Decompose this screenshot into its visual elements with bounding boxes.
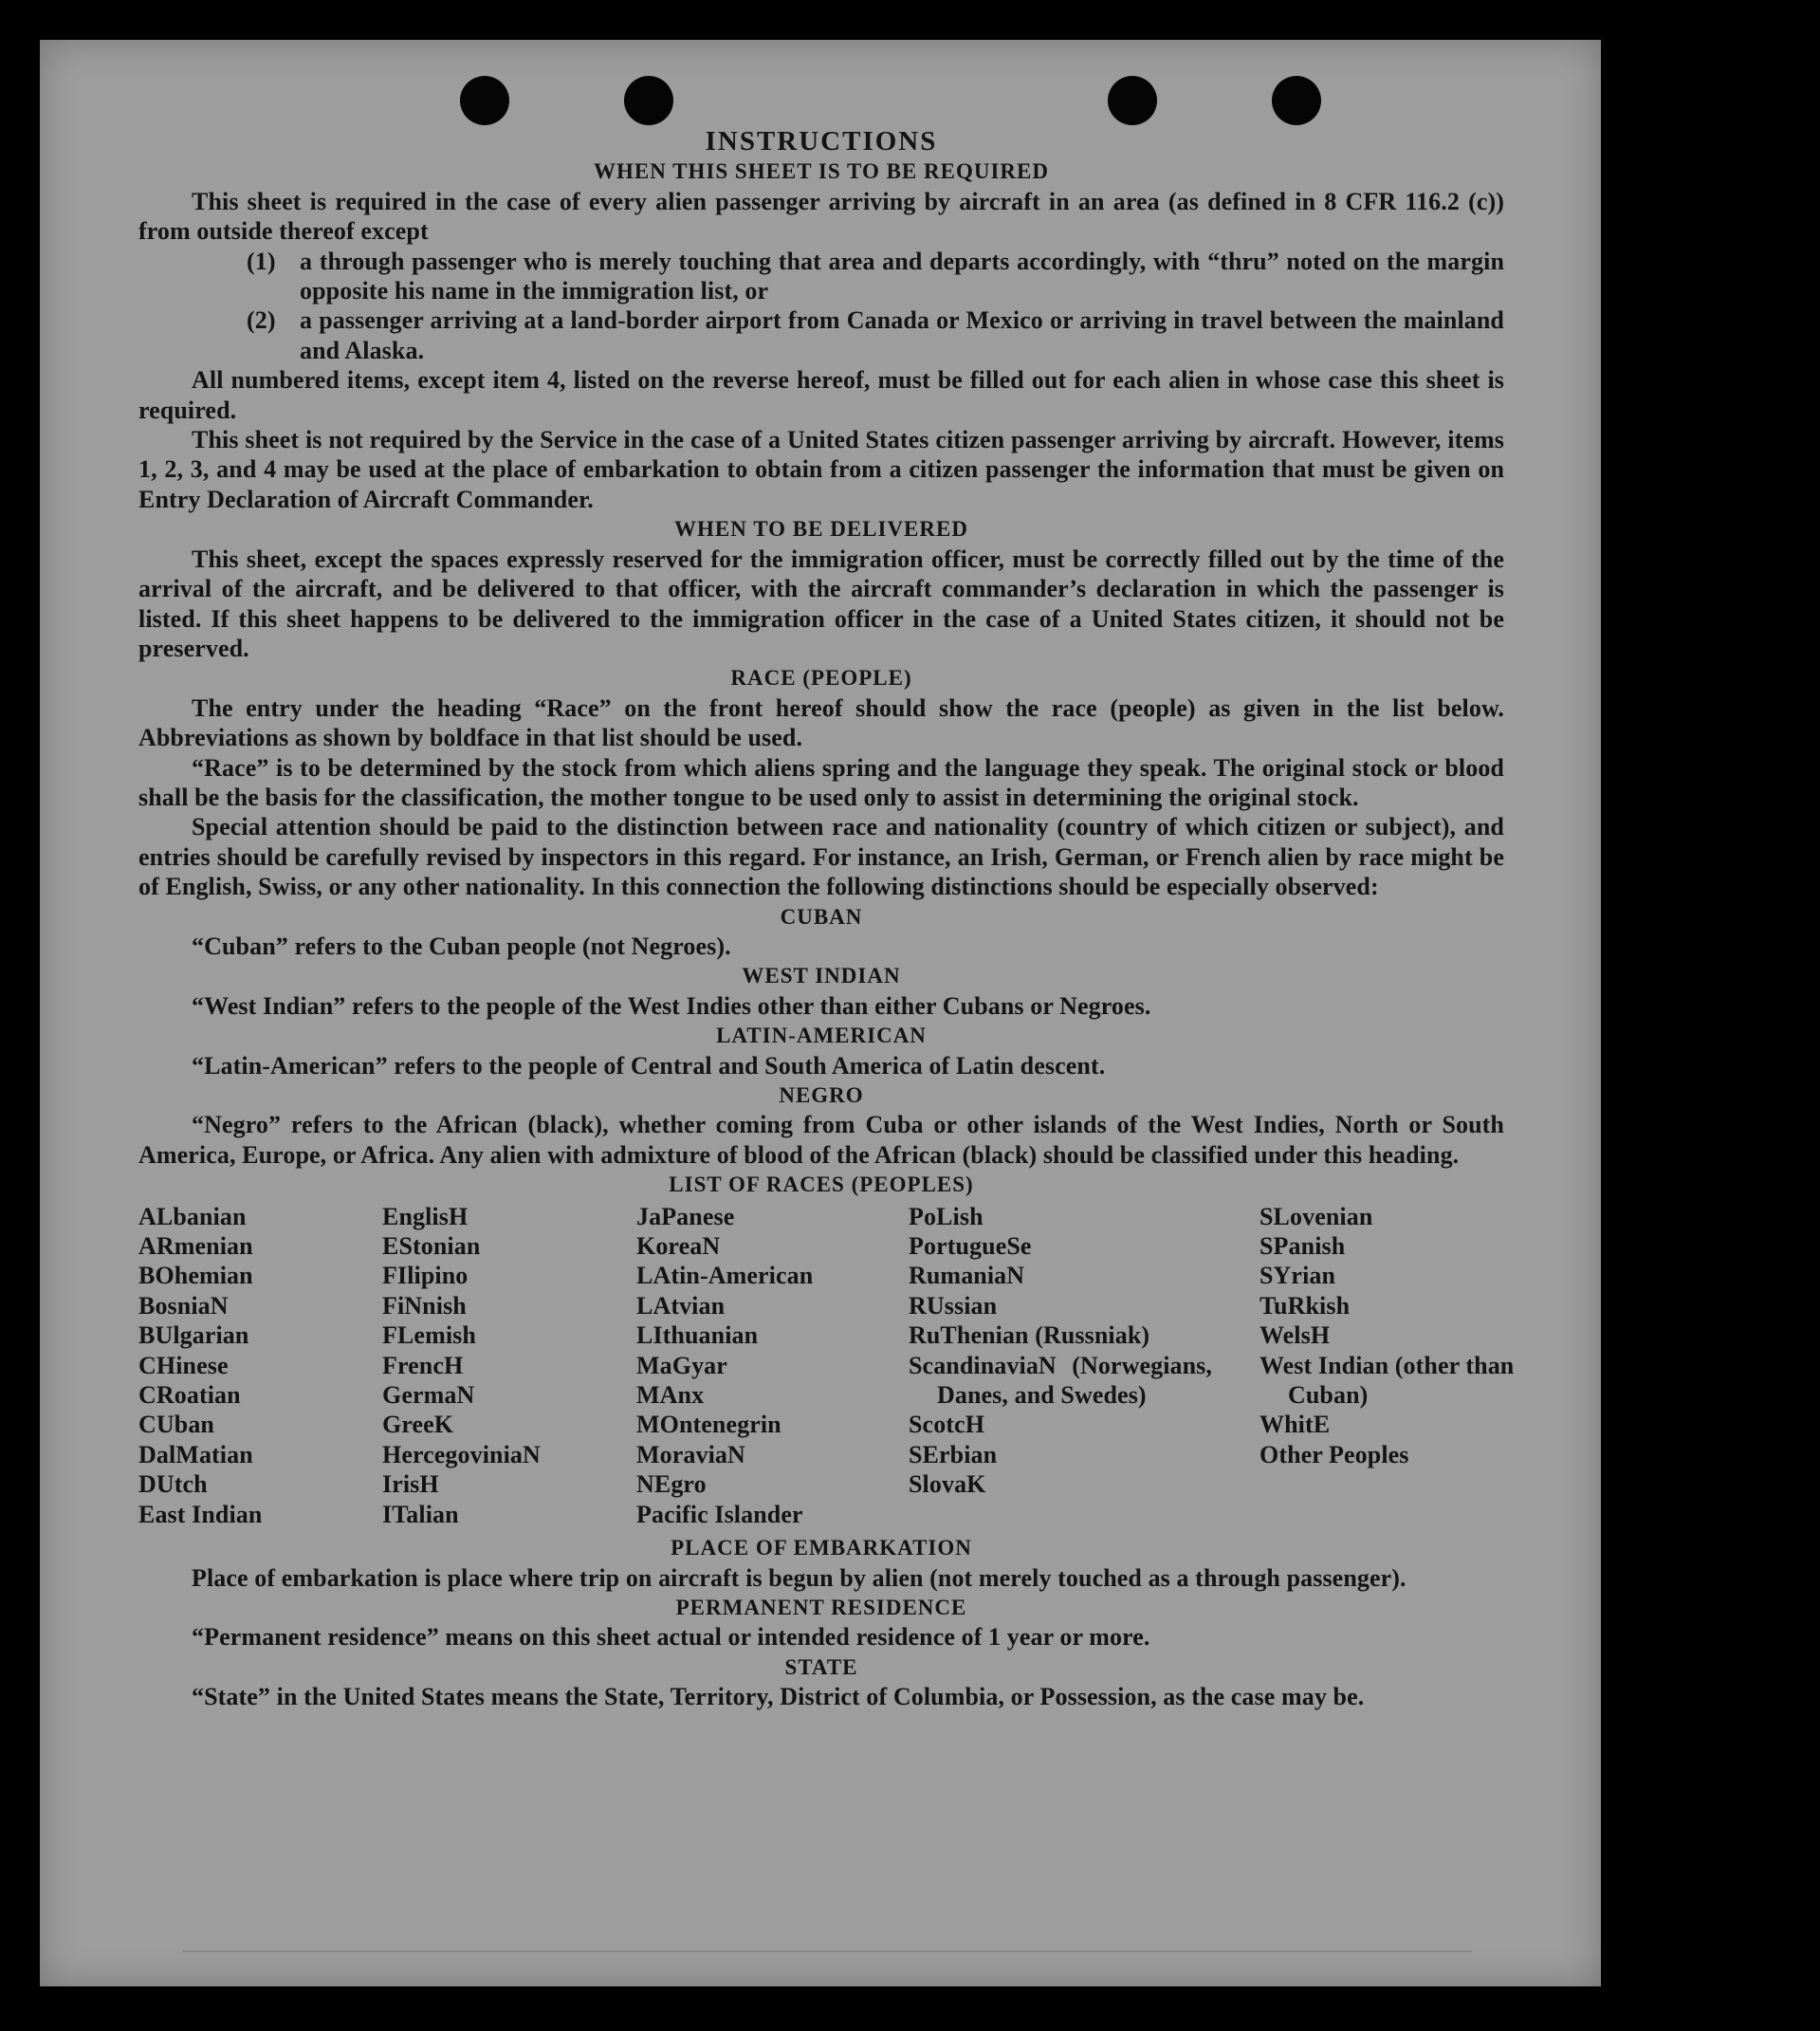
section-heading: PERMANENT RESIDENCE xyxy=(675,1595,967,1619)
race-entry: FLemish xyxy=(382,1321,476,1350)
race-entry: ITalian xyxy=(382,1500,459,1528)
paragraph: “Permanent residence” means on this sheet actual or intended residence of 1 year or more. xyxy=(192,1623,1150,1652)
race-entry: EStonian xyxy=(382,1232,481,1261)
race-column xyxy=(909,1202,1259,1529)
document-body xyxy=(138,126,1515,1712)
race-entry: SlovaK xyxy=(909,1470,986,1499)
list-item xyxy=(138,247,1504,306)
section-heading: STATE xyxy=(784,1654,858,1679)
race-entry: WhitE xyxy=(1259,1411,1331,1439)
paragraph: The entry under the heading “Race” on the front hereof should show the race (people) as given in the list below. Abbreviations as shown by boldface in that list should be used. xyxy=(138,693,1504,752)
section-heading: CUBAN xyxy=(780,904,863,929)
race-entry: FIlipino xyxy=(382,1262,469,1290)
race-entry: IrisH xyxy=(382,1470,439,1499)
document-title: INSTRUCTIONS xyxy=(705,126,938,157)
race-entry: BosniaN xyxy=(138,1291,229,1320)
race-entry: RUssian xyxy=(909,1291,998,1320)
race-entry: RuThenian (Russniak) xyxy=(909,1321,1150,1350)
race-entry: WelsH xyxy=(1259,1321,1331,1350)
race-entry: SErbian xyxy=(909,1440,998,1468)
race-entry: ARmenian xyxy=(138,1232,253,1261)
paragraph: “Race” is to be determined by the stock from which aliens spring and the language they speak. The original stock or blood shall be the basis for the classification, the mother tongue to be used only to assist in determining the original stock. xyxy=(138,753,1504,811)
paragraph: “Negro” refers to the African (black), whether coming from Cuba or other islands of the West Indies, North or South America, Europe, or Africa. Any alien with admixture of blood of the African (black) should be classified under this heading. xyxy=(138,1111,1504,1169)
paragraph: Special attention should be paid to the distinction between race and nationality (country of which citizen or subject), and entries should be carefully revised by inspectors in this regard. For instance, an Irish, German, or French alien by race might be of English, Swiss, or any other nationality. In this connection the following distinctions should be especially observed: xyxy=(138,813,1504,901)
race-entry: Other Peoples xyxy=(1259,1440,1409,1468)
race-entry: BUlgarian xyxy=(138,1321,249,1350)
race-entry: RumaniaN xyxy=(909,1262,1025,1290)
paragraph: Place of embarkation is place where trip on aircraft is begun by alien (not merely touched as a through passenger). xyxy=(192,1563,1406,1592)
punch-hole xyxy=(1108,76,1157,125)
section-heading: WHEN THIS SHEET IS TO BE REQUIRED xyxy=(594,159,1049,184)
race-entry: HercegoviniaN xyxy=(382,1440,541,1468)
race-entry: Pacific Islander xyxy=(636,1500,803,1528)
race-column xyxy=(1259,1202,1515,1529)
race-entry: JaPanese xyxy=(636,1202,735,1230)
race-entry: DUtch xyxy=(138,1470,208,1499)
race-entry: DalMatian xyxy=(138,1440,253,1468)
race-entry: SPanish xyxy=(1259,1232,1346,1261)
paragraph: “State” in the United States means the State, Territory, District of Columbia, or Possession, as the case may be. xyxy=(192,1683,1365,1711)
race-entry: LAtvian xyxy=(636,1291,726,1320)
paragraph: This sheet is required in the case of every alien passenger arriving by aircraft in an area (as defined in 8 CFR 116.2 (c)) from outside thereof except xyxy=(138,187,1504,246)
race-entry: MOntenegrin xyxy=(636,1411,781,1439)
item-number: (1) xyxy=(247,247,276,275)
paragraph: “West Indian” refers to the people of the West Indies other than either Cubans or Negroes. xyxy=(192,991,1151,1020)
race-column xyxy=(636,1202,909,1529)
race-entry: MoraviaN xyxy=(636,1440,745,1468)
race-entry: BOhemian xyxy=(138,1262,253,1290)
race-entry: CHinese xyxy=(138,1351,229,1379)
paragraph: “Cuban” refers to the Cuban people (not Negroes). xyxy=(192,932,731,960)
item-text: a through passenger who is merely touching that area and departs accordingly, with “thru” noted on the margin opposite his name in the immigration list, or xyxy=(300,247,1504,305)
race-entry: TuRkish xyxy=(1259,1291,1351,1320)
list-item xyxy=(138,305,1504,365)
race-entry: ScandinaviaN (Norwegians, Danes, and Swedes) xyxy=(909,1351,1212,1410)
document-sheet xyxy=(40,40,1601,1986)
paragraph: This sheet is not required by the Service in the case of a United States citizen passenger arriving by aircraft. However, items 1, 2, 3, and 4 may be used at the place of embarkation to obtain from a citizen passenger the information that must be given on Entry Declaration of Aircraft Commander. xyxy=(138,426,1504,513)
race-list xyxy=(138,1202,1515,1529)
race-entry: LAtin-American xyxy=(636,1262,814,1290)
item-text: a passenger arriving at a land-border airport from Canada or Mexico or arriving in travel between the mainland and Alaska. xyxy=(300,306,1504,364)
section-heading: LIST OF RACES (PEOPLES) xyxy=(669,1172,974,1197)
punch-hole xyxy=(460,76,509,125)
race-entry: CRoatian xyxy=(138,1381,241,1410)
race-column xyxy=(138,1202,382,1529)
paragraph: All numbered items, except item 4, listed on the reverse hereof, must be filled out for each alien in whose case this sheet is required. xyxy=(138,366,1504,424)
punch-hole xyxy=(624,76,673,125)
race-column xyxy=(382,1202,636,1529)
paragraph: “Latin-American” refers to the people of Central and South America of Latin descent. xyxy=(192,1051,1106,1080)
section-heading: WEST INDIAN xyxy=(742,964,901,988)
race-entry: SLovenian xyxy=(1259,1202,1373,1230)
race-entry: KoreaN xyxy=(636,1232,721,1261)
race-entry: East Indian xyxy=(138,1500,263,1528)
race-entry: EnglisH xyxy=(382,1202,469,1230)
race-entry: FiNnish xyxy=(382,1291,467,1320)
race-entry: GreeK xyxy=(382,1411,454,1439)
punch-hole xyxy=(1272,76,1321,125)
race-entry: FrencH xyxy=(382,1351,464,1379)
section-heading: WHEN TO BE DELIVERED xyxy=(674,517,968,542)
race-entry: MAnx xyxy=(636,1381,705,1410)
race-entry: GermaN xyxy=(382,1381,475,1410)
section-heading: LATIN-AMERICAN xyxy=(716,1024,927,1048)
item-number: (2) xyxy=(247,306,276,335)
race-entry: ScotcH xyxy=(909,1411,985,1439)
section-heading: RACE (PEOPLE) xyxy=(730,666,912,691)
footer-rule xyxy=(182,1950,1472,1952)
paragraph: This sheet, except the spaces expressly reserved for the immigration officer, must be correctly filled out by the time of the arrival of the aircraft, and be delivered to that officer, with the aircraft commander’s declaration in which the passenger is listed. If this sheet happens to be delivered to the immigration officer in the case of a United States citizen, it should not be preserved. xyxy=(138,545,1504,662)
race-entry: NEgro xyxy=(636,1470,707,1499)
race-entry: West Indian (other than Cuban) xyxy=(1259,1351,1515,1410)
section-heading: PLACE OF EMBARKATION xyxy=(671,1536,972,1560)
race-entry: MaGyar xyxy=(636,1351,727,1379)
race-entry: CUban xyxy=(138,1411,214,1439)
section-heading: NEGRO xyxy=(779,1083,864,1107)
race-entry: PoLish xyxy=(909,1202,984,1230)
race-entry: LIthuanian xyxy=(636,1321,759,1350)
race-entry: SYrian xyxy=(1259,1262,1336,1290)
race-entry: PortugueSe xyxy=(909,1232,1032,1261)
race-entry: ALbanian xyxy=(138,1202,247,1230)
